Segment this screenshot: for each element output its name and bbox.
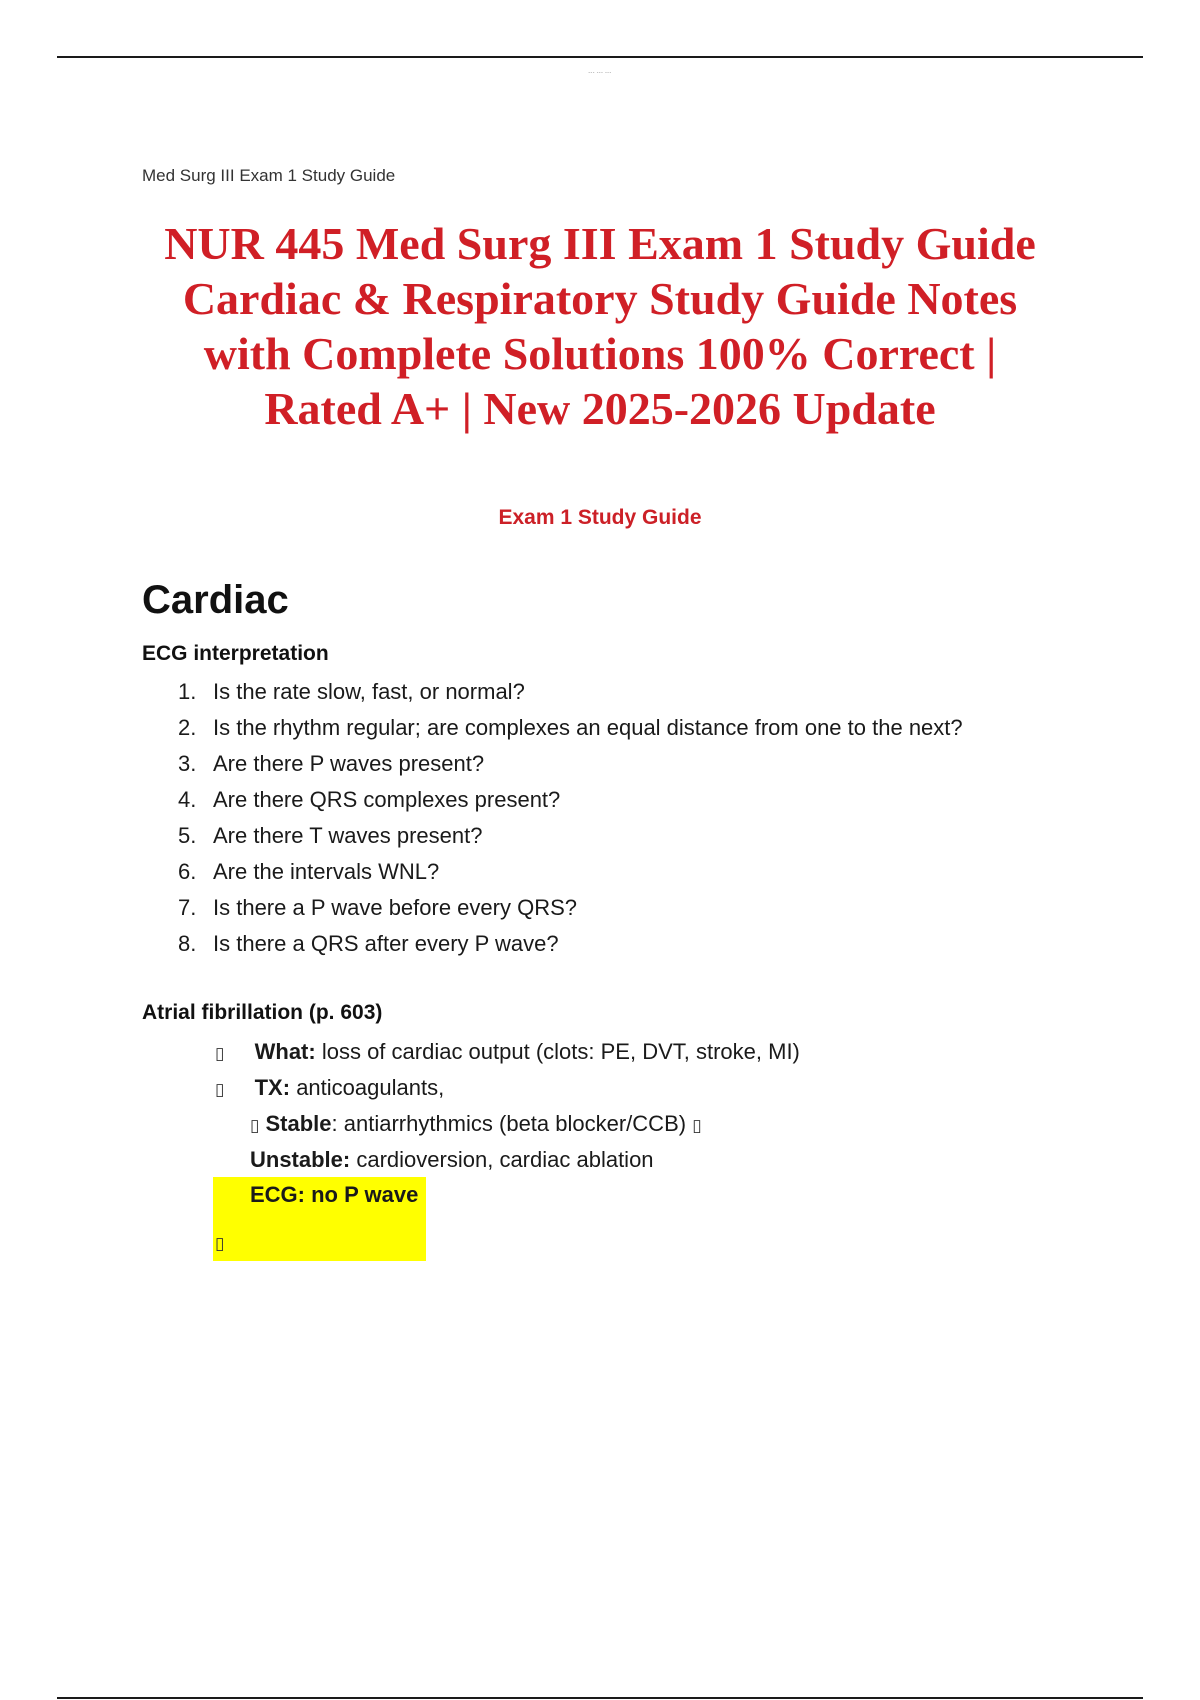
bullet-box-icon: ▯ (215, 1234, 225, 1253)
stable-label: Stable (265, 1111, 332, 1136)
list-text: Are there P waves present? (213, 751, 485, 776)
unstable-text: cardioversion, cardiac ablation (356, 1147, 654, 1172)
list-text: Is there a P wave before every QRS? (213, 895, 577, 920)
afib-tx-line (215, 1070, 444, 1108)
bullet-box-icon: ▯ (692, 1116, 702, 1135)
list-number: 3. (178, 751, 197, 776)
tx-label: TX: (254, 1075, 291, 1100)
list-number: 6. (178, 859, 197, 884)
afib-unstable-line (250, 1142, 654, 1178)
list-item (142, 926, 1042, 962)
title-line-1: NUR 445 Med Surg III Exam 1 Study Guide (164, 218, 1036, 269)
header-rule (57, 56, 1143, 58)
afib-what-line (215, 1034, 800, 1072)
list-number: 7. (178, 895, 197, 920)
header-mark: --- --- --- (588, 70, 612, 76)
title-line-2: Cardiac & Respiratory Study Guide Notes (182, 273, 1018, 324)
footer-rule (57, 1697, 1143, 1699)
list-item (142, 710, 1042, 746)
list-item (142, 746, 1042, 782)
list-item (142, 854, 1042, 890)
what-label: What: (254, 1039, 316, 1064)
section-heading-cardiac: Cardiac (142, 578, 289, 622)
list-number: 1. (178, 679, 197, 704)
list-item (142, 674, 1042, 710)
list-number: 5. (178, 823, 197, 848)
list-item (142, 782, 1042, 818)
title-line-4: Rated A+ | New 2025-2026 Update (264, 383, 936, 434)
list-text: Is the rhythm regular; are complexes an equal distance from one to the next? (213, 715, 963, 740)
list-text: Are the intervals WNL? (213, 859, 440, 884)
running-title: Med Surg III Exam 1 Study Guide (142, 166, 396, 185)
subtitle: Exam 1 Study Guide (498, 506, 702, 529)
atrial-fibrillation-heading: Atrial fibrillation (p. 603) (142, 1001, 383, 1024)
tx-text: anticoagulants, (296, 1075, 445, 1100)
ecg-note: ECG: no P wave (250, 1182, 419, 1207)
stable-text: : antiarrhythmics (beta blocker/CCB) (331, 1111, 687, 1136)
document-title (110, 216, 1090, 436)
bullet-box-icon: ▯ (215, 1044, 225, 1063)
list-text: Are there QRS complexes present? (213, 787, 561, 812)
list-text: Is there a QRS after every P wave? (213, 931, 559, 956)
bullet-box-icon: ▯ (215, 1080, 225, 1099)
afib-stable-line (250, 1106, 702, 1144)
list-item (142, 890, 1042, 926)
list-text: Are there T waves present? (213, 823, 483, 848)
list-item (142, 818, 1042, 854)
list-text: Is the rate slow, fast, or normal? (213, 679, 525, 704)
list-number: 2. (178, 715, 197, 740)
what-text: loss of cardiac output (clots: PE, DVT, stroke, MI) (321, 1039, 800, 1064)
list-number: 4. (178, 787, 197, 812)
bullet-box-icon: ▯ (250, 1116, 260, 1135)
ecg-interpretation-heading: ECG interpretation (142, 642, 329, 665)
title-line-3: with Complete Solutions 100% Correct | (203, 328, 997, 379)
unstable-label: Unstable: (250, 1147, 351, 1172)
list-number: 8. (178, 931, 197, 956)
ecg-question-list (142, 674, 1042, 962)
